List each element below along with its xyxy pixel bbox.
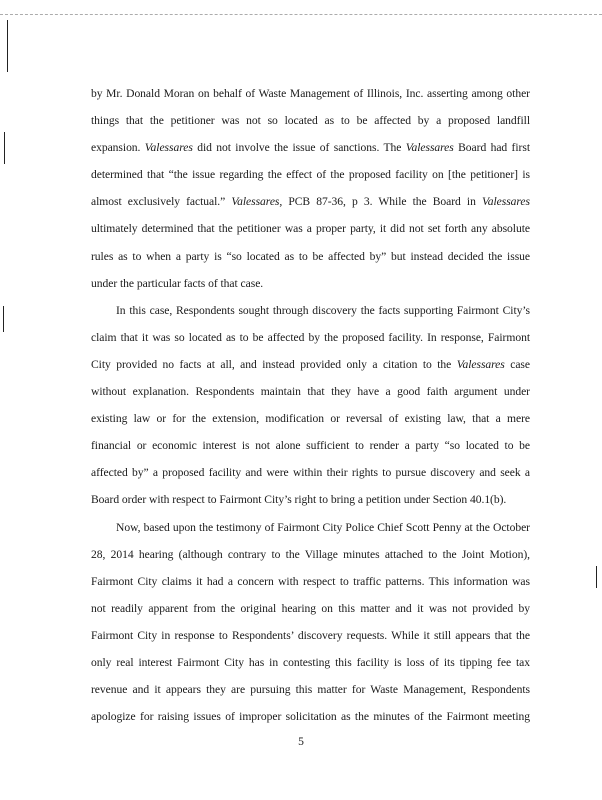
text-line: not readily apparent from the original hearing on this matter and it was not provided by	[91, 601, 530, 615]
paragraph-start: Now, based upon the testimony of Fairmont City Police Chief Scott Penny at the October	[116, 520, 530, 534]
body-text	[91, 80, 530, 730]
text-line: Fairmont City in response to Respondents’ discovery requests. While it still appears that the	[91, 628, 530, 642]
page-number: 5	[298, 735, 304, 748]
scan-edge-line	[0, 14, 602, 15]
text-line: only real interest Fairmont City has in contesting this facility is loss of its tipping fee tax	[91, 655, 530, 669]
text-line: determined that “the issue regarding the effect of the proposed facility on [the petitioner] is	[91, 168, 530, 182]
text-line: existing law or for the extension, modification or reversal of existing law, that a mere	[91, 412, 530, 426]
text-line: Fairmont City claims it had a concern with respect to traffic patterns. This information was	[91, 574, 530, 588]
text-line: by Mr. Donald Moran on behalf of Waste Management of Illinois, Inc. asserting among other	[91, 87, 530, 100]
text-line: revenue and it appears they are pursuing this matter for Waste Management, Respondents	[91, 683, 530, 697]
margin-mark	[596, 566, 597, 588]
text-line: 28, 2014 hearing (although contrary to the Village minutes attached to the Joint Motion),	[91, 547, 530, 561]
text-line: things that the petitioner was not so located as to be affected by a proposed landfill	[91, 114, 530, 128]
text-line: under the particular facts of that case.	[91, 276, 264, 290]
text-line: financial or economic interest is not alone sufficient to render a party “so located to be	[91, 439, 530, 453]
margin-mark	[4, 132, 5, 164]
text-line: City provided no facts at all, and instead provided only a citation to the Valessares case	[91, 357, 530, 371]
text-line: affected by” a proposed facility and were within their rights to pursue discovery and seek a	[91, 466, 530, 480]
text-line: claim that it was so located as to be affected by the proposed facility. In response, Fairmont	[91, 330, 530, 344]
text-line: without explanation. Respondents maintain that they have a good faith argument under	[91, 385, 530, 399]
text-line: apologize for raising issues of improper solicitation as the minutes of the Fairmont meeting	[91, 710, 530, 724]
text-line: almost exclusively factual.” Valessares, PCB 87-36, p 3. While the Board in Valessares	[91, 195, 530, 209]
text-line: ultimately determined that the petitioner was a proper party, it did not set forth any absolute	[91, 222, 530, 236]
margin-mark	[7, 20, 8, 72]
text-line: rules as to when a party is “so located as to be affected by” but instead decided the issue	[91, 249, 530, 263]
text-line: expansion. Valessares did not involve the issue of sanctions. The Valessares Board had first	[91, 141, 530, 155]
paragraph-start: In this case, Respondents sought through discovery the facts supporting Fairmont City’s	[116, 303, 530, 317]
text-line: Board order with respect to Fairmont City’s right to bring a petition under Section 40.1(b).	[91, 493, 507, 507]
margin-mark	[3, 306, 4, 332]
